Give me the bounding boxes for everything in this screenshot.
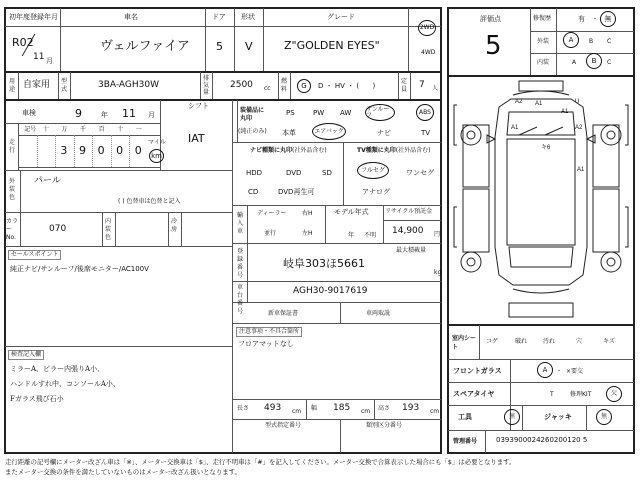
door-label: ドア: [212, 13, 226, 21]
cap-label: 定員: [401, 78, 408, 93]
equip-sunroof: サンルーフ: [366, 105, 390, 119]
repair-label: 修復歴: [533, 15, 552, 22]
mileage-col-divider: [55, 135, 56, 167]
tv-oneseg: ワンセグ: [406, 169, 434, 177]
mileage-mile-unit: マイル: [148, 139, 166, 146]
height-value: 193: [402, 403, 420, 413]
shift-label: シフト: [188, 102, 209, 110]
tv-analog: アナログ: [362, 188, 390, 196]
type-no-label: 型式指定番号: [265, 422, 302, 429]
diagram-label-5: A2: [575, 125, 583, 131]
car-name-label: 車名: [124, 13, 138, 21]
fuel-paren-open: (: [356, 82, 360, 90]
tools-label: 工具: [458, 413, 472, 421]
interior-b-circle: [586, 53, 602, 69]
fuel-g-circle: [297, 79, 311, 93]
width-unit: cm: [361, 408, 371, 415]
footer-line-1: 走行距離の記号欄にメーター改ざん車は「※」、メーター交換車は「$」、走行不明車は「#」を記入してください。メーター交換で合算表示した場合にも「$」は必要となります。: [5, 458, 516, 466]
inspect-year-unit: 年: [101, 111, 108, 119]
grade-label: グレード: [327, 13, 355, 21]
navi-dvd-play: DVD再生可: [278, 188, 315, 196]
exterior-c: C: [607, 38, 612, 45]
seat-yogore: 汚れ: [543, 338, 556, 345]
inspect-month-unit: 月: [148, 111, 155, 119]
equip-label: 装備品に丸印: [240, 107, 265, 122]
score-label: 評価点: [480, 15, 501, 23]
notes-value: フロアマットなし: [238, 340, 294, 348]
disp-label: 排気量: [203, 75, 210, 96]
model-year-label: モデル年式: [334, 208, 369, 216]
repair-yes: 有: [578, 15, 585, 23]
diagram-label-1: A2: [515, 99, 523, 105]
import-left: 左H: [302, 230, 313, 237]
interior-b: B: [591, 56, 597, 65]
equip-abs: ABS: [419, 108, 431, 116]
cap-value: 7: [419, 80, 425, 90]
damage-diagram: [449, 77, 633, 322]
repair-no-circle: [600, 11, 616, 27]
fuel-label: 燃料: [281, 78, 288, 93]
plate-value: 岐阜303ほ5661: [283, 257, 365, 270]
seat-yabure: 破れ: [515, 338, 528, 345]
notes-label: 注意事項・不具合箇所: [236, 327, 302, 337]
length-value: 493: [264, 403, 282, 413]
mileage-col-divider: [111, 135, 112, 167]
mileage-km-circle: [149, 149, 164, 163]
spare-kit: 修理KIT: [570, 391, 592, 398]
warranty-manual: 車両取説: [366, 310, 391, 317]
model-year-unit: 年: [348, 232, 355, 239]
equip-ps: PS: [286, 109, 295, 117]
class-no-label: 類別区分番号: [366, 422, 403, 429]
mileage-col-divider: [129, 135, 130, 167]
disp-unit: cc: [264, 85, 271, 92]
seat-kizu: キズ: [603, 338, 615, 345]
equip-sub: (純正のみ): [238, 128, 267, 135]
equip-leather: 本革: [282, 129, 296, 137]
import-parallel: 並行: [264, 230, 277, 237]
use-label: 用途: [9, 78, 16, 93]
cooler-label: 冷房: [171, 218, 178, 233]
seat-ana: 穴: [576, 338, 583, 345]
equip-abs-circle: [416, 104, 434, 121]
color-label: 外装色: [9, 178, 16, 201]
drive-2wd-circle: [418, 20, 436, 36]
mileage-header-0: 記号: [24, 126, 37, 133]
mileage-grid: [18, 125, 148, 167]
width-value: 185: [333, 403, 351, 413]
seat-label: 室内シート: [452, 335, 477, 351]
mileage-header-4: 百: [98, 126, 105, 133]
drive-4wd: 4WD: [421, 49, 436, 56]
height-unit: cm: [430, 408, 440, 415]
fuel-d: D: [318, 82, 324, 90]
model-value: 3BA-AGH30W: [98, 80, 160, 90]
mileage-digit-2: 0: [97, 144, 105, 157]
interior-label: 内装: [537, 59, 550, 66]
equip-aw: AW: [340, 109, 352, 117]
warranty-new: 新車保証書: [268, 310, 299, 317]
fuel-g: G: [301, 81, 307, 90]
import-right: 右H: [302, 210, 313, 217]
max-load-label: 最大積載量: [396, 247, 427, 254]
chassis-value: AGH30-9017619: [293, 286, 368, 296]
footer-line-2: またメーター交換の条件を満たしていないものはメーター改ざん扱いとなります。: [5, 468, 241, 476]
diagram-label-3: A1: [561, 109, 569, 115]
mileage-header-5: 十: [117, 126, 124, 133]
diagram-label-7: キ6: [541, 145, 551, 151]
glass-replace: ×要交: [566, 368, 584, 375]
first-reg-label: 初年度登録年月: [9, 13, 58, 21]
sales-label: セールスポイント: [8, 250, 61, 260]
exterior-label: 外装: [537, 38, 550, 45]
mileage-km-unit: km: [151, 151, 162, 160]
tv-fullseg: フルセグ: [361, 166, 385, 174]
diagram-label-4: A1: [511, 125, 519, 131]
chassis-label: 車台番号: [237, 284, 244, 315]
mileage-label: 走行: [9, 139, 16, 154]
repair-no: 無: [604, 14, 612, 23]
cap-unit: 人: [432, 85, 439, 92]
use-value: 自家用: [23, 80, 51, 90]
month-unit: 月: [46, 57, 53, 65]
tv-label-main: TV種類に丸印: [357, 147, 396, 154]
navi-cd: CD: [248, 188, 259, 196]
equip-tv: TV: [421, 129, 431, 137]
navi-hdd: HDD: [246, 169, 263, 177]
mileage-digit-1: 9: [79, 144, 86, 157]
color-value: パール: [34, 176, 61, 186]
tv-fullseg-circle: [357, 162, 389, 179]
jack-no: 無: [600, 413, 607, 420]
jack-label: ジャッキ: [544, 413, 572, 421]
navi-dvd: DVD: [286, 169, 302, 177]
checker-line-1: ミラーA、ピラー内張りA小、: [10, 365, 105, 373]
navi-sd: SD: [322, 169, 332, 177]
fuel-hv: HV: [334, 82, 345, 90]
mgmt-value: 0393900024260200120 5: [496, 436, 588, 444]
spare-t: T: [550, 391, 554, 398]
mileage-digit-3: 0: [116, 144, 124, 157]
color-no-value: 070: [49, 224, 67, 234]
tv-label-sub: (社外品含む): [395, 147, 431, 154]
shift-value: IAT: [188, 132, 205, 145]
length-label: 長さ: [237, 405, 250, 412]
mileage-header-1: 十: [42, 126, 49, 133]
fuel-paren-close: ): [372, 82, 376, 90]
equip-airbag-circle: [312, 123, 346, 140]
mileage-header-2: 万: [61, 126, 68, 133]
glass-label: フロントガラス: [453, 367, 502, 375]
mileage-col-divider: [37, 135, 38, 167]
diagram-label-0: A1: [535, 101, 543, 107]
recycle-label: リサイクル預託金: [385, 208, 433, 215]
repair-sep: ・: [592, 16, 599, 23]
navi-label-sub: (社外品含む): [292, 147, 327, 154]
recycle-value: 14,900: [392, 226, 424, 236]
tools-no-circle: [504, 409, 520, 425]
max-load-unit: kg: [434, 269, 442, 276]
score-value: 5: [485, 31, 502, 61]
disp-value: 2500: [230, 80, 253, 90]
checker-line-2: ハンドルすれ中、コンソールA小、: [10, 380, 120, 388]
import-label: 輸入車: [237, 212, 244, 235]
navi-label: [250, 148, 327, 154]
plate-label: 登録番号: [237, 248, 244, 279]
spare-missing: 欠: [610, 390, 617, 397]
equip-pw: PW: [313, 109, 325, 117]
mileage-col-divider: [74, 135, 75, 167]
mileage-header-3: 千: [80, 126, 87, 133]
first-reg-month: 11: [33, 52, 45, 62]
grade-value: Z"GOLDEN EYES": [284, 39, 380, 52]
mileage-digit-4: 0: [134, 144, 142, 157]
exterior-a: A: [568, 35, 574, 44]
seat-koge: コゲ: [486, 338, 499, 345]
glass-a-circle: [537, 362, 553, 378]
diagram-label-2: U: [575, 99, 580, 105]
equip-navi: ナビ: [377, 129, 391, 137]
checker-line-3: Fガラス飛び石小: [10, 395, 64, 403]
exterior-b: B: [589, 38, 594, 45]
diagram-label-6: A1: [577, 167, 585, 173]
exterior-a-circle: [563, 32, 579, 48]
spare-label: スペアタイヤ: [453, 390, 495, 398]
body-shape: V: [245, 40, 253, 53]
drive-2wd: 2WD: [419, 24, 435, 31]
width-label: 幅: [311, 405, 318, 412]
interior-color-label: 内装色: [105, 218, 112, 241]
glass-sep: ・: [556, 368, 563, 375]
equip-sunroof-circle: [365, 104, 395, 121]
navi-label-main: ナビ種類に丸印: [250, 147, 293, 154]
jack-no-circle: [596, 409, 612, 425]
glass-a: A: [542, 365, 548, 374]
tools-no: 無: [508, 413, 515, 420]
checker-label: 検査記入欄: [8, 350, 44, 360]
mileage-digit-0: 3: [60, 144, 68, 157]
height-label: 高さ: [378, 405, 391, 412]
door-count: 5: [216, 40, 223, 53]
mileage-header-6: 一: [135, 126, 142, 133]
recycle-unit: 円: [434, 231, 441, 238]
length-unit: cm: [292, 408, 302, 415]
inspect-month: 11: [122, 107, 136, 120]
fuel-options: D ・ HV ・ ( ): [318, 82, 376, 90]
model-year-unknown: 不明: [364, 232, 377, 239]
mgmt-label: 管理番号: [453, 438, 478, 445]
color-note: ( ) 色替車は色替と記入: [118, 198, 181, 205]
car-name: ヴェルファイア: [100, 39, 190, 54]
spare-missing-circle: [606, 386, 622, 402]
interior-a: A: [572, 59, 577, 66]
inspect-year: 9: [75, 107, 82, 120]
equip-airbag: エアバック: [314, 127, 344, 135]
inspect-label: 車検: [22, 109, 36, 117]
first-reg-year: R02: [12, 36, 34, 49]
interior-c: C: [607, 59, 612, 66]
mileage-col-divider: [92, 135, 93, 167]
import-dealer: ディーラー: [257, 210, 287, 217]
shape-label: 形状: [241, 13, 255, 21]
model-label: 型式: [61, 78, 68, 93]
color-no-label: カラーNo.: [6, 218, 19, 241]
sales-value: 純正ナビ/サンルーフ/後席モニター/AC100V: [10, 265, 149, 273]
tv-label: [357, 148, 430, 154]
